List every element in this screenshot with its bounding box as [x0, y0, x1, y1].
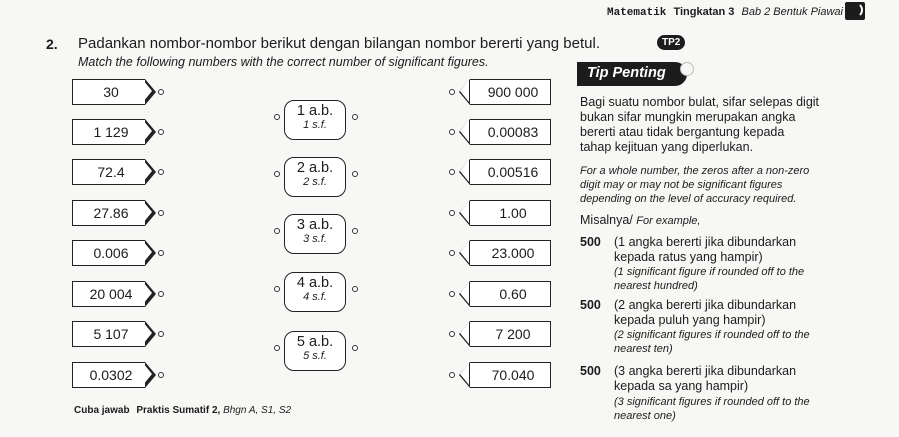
question-text: Padankan nombor-nombor berikut dengan bilangan nombor bererti yang betul. — [78, 35, 601, 52]
example-text-english: (3 significant figures if rounded off to the — [614, 396, 810, 408]
tip-text-line-english: depending on the level of accuracy required. — [580, 193, 797, 205]
tp-badge: TP2 — [657, 35, 685, 50]
left-number: 30 — [103, 84, 119, 100]
example-line — [580, 235, 796, 250]
right-number: 900 000 — [487, 84, 539, 100]
left-number-tag — [72, 79, 145, 105]
left-number-tag — [72, 362, 145, 388]
sig-fig-option — [284, 100, 346, 140]
tip-text-line-english: For a whole number, the zeros after a non-zero — [580, 165, 810, 177]
left-number: 0.0302 — [89, 367, 133, 383]
right-number-tag — [470, 321, 551, 347]
left-number-tag — [72, 200, 145, 226]
middle-connector-dot-left[interactable] — [274, 286, 280, 292]
option-sublabel: 3 s.f. — [303, 233, 327, 245]
left-connector-dot[interactable] — [158, 169, 164, 175]
right-connector-dot[interactable] — [449, 129, 455, 135]
right-connector-dot[interactable] — [449, 169, 455, 175]
example-text-english: nearest one) — [614, 410, 676, 422]
sig-fig-option — [284, 331, 346, 371]
left-number: 27.86 — [93, 205, 129, 221]
middle-connector-dot-right[interactable] — [352, 171, 358, 177]
right-number: 0.00083 — [487, 124, 539, 140]
left-number: 20 004 — [89, 286, 133, 302]
middle-connector-dot-right[interactable] — [352, 345, 358, 351]
footer-section: Bhgn A, S1, S2 — [223, 405, 292, 416]
left-number: 0.006 — [93, 245, 129, 261]
right-number-tag — [470, 79, 551, 105]
left-number: 5 107 — [93, 326, 129, 342]
example-label-english: For example, — [636, 215, 701, 227]
sig-fig-option — [284, 214, 346, 254]
option-sublabel: 5 s.f. — [303, 350, 327, 362]
example-label: Misalnya/ — [580, 213, 633, 227]
example-text-english: (2 significant figures if rounded off to the — [614, 329, 810, 341]
example-number: 500 — [580, 364, 601, 378]
right-number: 23.000 — [491, 245, 535, 261]
option-label: 4 a.b. — [296, 275, 334, 291]
header-grade: Tingkatan 3 — [673, 6, 735, 18]
right-number: 1.00 — [499, 205, 527, 221]
example-text-english: nearest hundred) — [614, 280, 698, 292]
signal-icon — [845, 2, 865, 20]
question-number: 2. — [46, 36, 58, 52]
left-number-tag — [72, 240, 145, 266]
middle-connector-dot-left[interactable] — [274, 228, 280, 234]
option-sublabel: 2 s.f. — [303, 176, 327, 188]
left-connector-dot[interactable] — [158, 250, 164, 256]
example-text: kepada sa yang hampir) — [614, 379, 749, 393]
tip-text-line: bererti atau tidak bergantung kepada — [580, 125, 785, 139]
right-number: 0.00516 — [487, 164, 539, 180]
middle-connector-dot-left[interactable] — [274, 114, 280, 120]
middle-connector-dot-right[interactable] — [352, 286, 358, 292]
right-number-tag — [470, 200, 551, 226]
right-number: 70.040 — [491, 367, 535, 383]
right-connector-dot[interactable] — [449, 210, 455, 216]
page-header — [607, 6, 843, 19]
sig-fig-option — [284, 272, 346, 312]
example-text: (2 angka bererti jika dibundarkan — [614, 298, 797, 312]
option-label: 3 a.b. — [296, 217, 334, 233]
tip-text-line: Bagi suatu nombor bulat, sifar selepas digit — [580, 95, 820, 109]
example-heading — [580, 213, 700, 229]
example-text: kepada ratus yang hampir) — [614, 250, 763, 264]
left-number-tag — [72, 119, 145, 145]
option-sublabel: 1 s.f. — [303, 119, 327, 131]
right-number: 7 200 — [495, 326, 531, 342]
example-line — [580, 298, 796, 313]
middle-connector-dot-left[interactable] — [274, 171, 280, 177]
option-label: 1 a.b. — [296, 103, 334, 119]
example-text: (3 angka bererti jika dibundarkan — [614, 364, 797, 378]
header-chapter: Bab 2 Bentuk Piawai — [741, 6, 843, 18]
right-connector-dot[interactable] — [449, 291, 455, 297]
left-connector-dot[interactable] — [158, 331, 164, 337]
left-number: 1 129 — [93, 124, 129, 140]
middle-connector-dot-left[interactable] — [274, 345, 280, 351]
right-connector-dot[interactable] — [449, 89, 455, 95]
tip-text-line-english: digit may or may not be significant figures — [580, 179, 783, 191]
left-connector-dot[interactable] — [158, 210, 164, 216]
middle-connector-dot-right[interactable] — [352, 228, 358, 234]
right-number-tag — [470, 159, 551, 185]
right-connector-dot[interactable] — [449, 250, 455, 256]
option-label: 2 a.b. — [296, 160, 334, 176]
left-connector-dot[interactable] — [158, 372, 164, 378]
example-text: (1 angka bererti jika dibundarkan — [614, 235, 797, 249]
left-number-tag — [72, 159, 145, 185]
example-text: kepada puluh yang hampir) — [614, 313, 766, 327]
option-sublabel: 4 s.f. — [303, 291, 327, 303]
right-number-tag — [470, 362, 551, 388]
right-number-tag — [470, 281, 551, 307]
example-line — [580, 364, 796, 379]
left-connector-dot[interactable] — [158, 291, 164, 297]
footer-cuba-jawab: Cuba jawab — [74, 405, 130, 416]
right-connector-dot[interactable] — [449, 331, 455, 337]
left-connector-dot[interactable] — [158, 89, 164, 95]
example-number: 500 — [580, 235, 601, 249]
header-subject: Matematik — [607, 7, 667, 19]
right-number-tag — [470, 119, 551, 145]
example-text-english: nearest ten) — [614, 343, 673, 355]
right-connector-dot[interactable] — [449, 372, 455, 378]
footer-praktis: Praktis Sumatif 2, — [136, 405, 221, 416]
example-text-english: (1 significant figure if rounded off to the — [614, 266, 805, 278]
left-connector-dot[interactable] — [158, 129, 164, 135]
tip-text-line: tahap kejituan yang diperlukan. — [580, 140, 754, 154]
left-number-tag — [72, 281, 145, 307]
right-number: 0.60 — [499, 286, 527, 302]
example-number: 500 — [580, 298, 601, 312]
left-number: 72.4 — [97, 164, 125, 180]
tip-box-title: Tip Penting — [577, 62, 687, 86]
option-label: 5 a.b. — [296, 334, 334, 350]
left-number-tag — [72, 321, 145, 347]
footer-reference — [74, 405, 291, 416]
tip-text-line: bukan sifar mungkin merupakan angka — [580, 110, 796, 124]
sig-fig-option — [284, 157, 346, 197]
tip-decoration-dot — [680, 62, 694, 76]
right-number-tag — [470, 240, 551, 266]
middle-connector-dot-right[interactable] — [352, 114, 358, 120]
question-text-english: Match the following numbers with the correct number of significant figures. — [78, 55, 489, 69]
